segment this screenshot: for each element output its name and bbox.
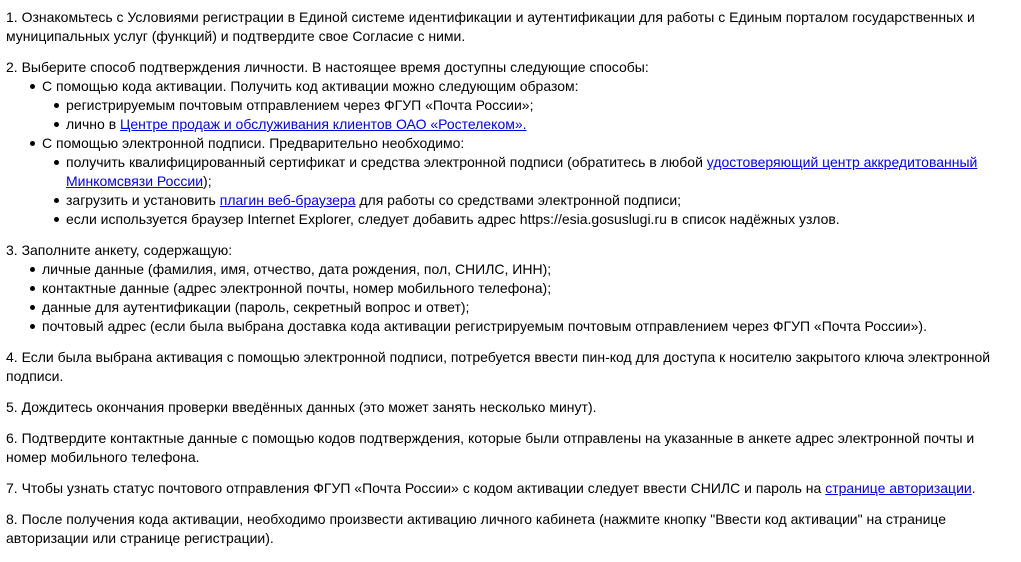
step-2-methods — [6, 77, 1011, 229]
cert-prefix: получить квалифицированный сертификат и средства электронной подписи (обратитесь в любой — [66, 154, 707, 170]
step-3-intro: 3. Заполните анкету, содержащую: — [6, 242, 233, 258]
authorization-page-link[interactable]: странице авторизации — [825, 480, 972, 496]
step-1: 1. Ознакомьтесь с Условиями регистрации в Единой системе идентификации и аутентификации для работы с Единым порталом государственных и муниципальных услуг (функций) и подтвердите свое Согласие с ними. — [6, 9, 975, 44]
step-8: 8. После получения кода активации, необходимо произвести активацию личного кабинета (нажмите кнопку "Ввести код активации" на странице авторизации или странице регистрации). — [6, 511, 947, 546]
plugin-suffix: для работы со средствами электронной подписи; — [355, 192, 682, 208]
step-2-intro: 2. Выберите способ подтверждения личности. В настоящее время доступны следующие способы: — [6, 59, 649, 75]
method-activation-code-label: С помощью кода активации. Получить код активации можно следующим образом: — [42, 78, 579, 94]
certification-center-link[interactable]: удостоверяющий центр аккредитованный Минкомсвязи России — [66, 154, 978, 189]
list-item: если используется браузер Internet Explorer, следует добавить адрес https://esia.gosuslugi.ru в список надёжных узлов. — [6, 210, 1011, 229]
step-7 — [6, 479, 1011, 498]
plugin-prefix: загрузить и установить — [66, 192, 220, 208]
personal-prefix: лично в — [66, 116, 121, 132]
list-item — [6, 191, 1011, 210]
list-item — [6, 153, 1011, 191]
list-item: личные данные (фамилия, имя, отчество, дата рождения, пол, СНИЛС, ИНН); — [6, 260, 1011, 279]
step-3-items — [6, 260, 1011, 336]
method-electronic-signature — [6, 134, 1011, 229]
step-6: 6. Подтвердите контактные данные с помощью кодов подтверждения, которые были отправлены на указанные в анкете адрес электронной почты и номер мобильного телефона. — [6, 430, 975, 465]
method-electronic-signature-label: С помощью электронной подписи. Предварительно необходимо: — [42, 135, 465, 151]
browser-plugin-link[interactable]: плагин веб-браузера — [219, 192, 356, 208]
activation-code-options — [42, 96, 1011, 134]
method-activation-code — [6, 77, 1011, 134]
list-item: контактные данные (адрес электронной почты, номер мобильного телефона); — [6, 279, 1011, 298]
step-7-suffix: . — [971, 480, 976, 496]
list-item — [6, 115, 1011, 134]
list-item: данные для аутентификации (пароль, секретный вопрос и ответ); — [6, 298, 1011, 317]
list-item: регистрируемым почтовым отправлением через ФГУП «Почта России»; — [6, 96, 1011, 115]
step-7-prefix: 7. Чтобы узнать статус почтового отправления ФГУП «Почта России» с кодом активации следует ввести СНИЛС и пароль на — [6, 480, 826, 496]
step-4: 4. Если была выбрана активация с помощью электронной подписи, потребуется ввести пин-код для доступа к носителю закрытого ключа электронной подписи. — [6, 349, 991, 384]
cert-suffix: ); — [203, 173, 212, 189]
rostelecom-centers-link[interactable]: Центре продаж и обслуживания клиентов ОАО «Ростелеком». — [120, 116, 527, 132]
list-item: почтовый адрес (если была выбрана доставка кода активации регистрируемым почтовым отправлением через ФГУП «Почта России»). — [6, 317, 1011, 336]
electronic-signature-requirements — [42, 153, 1011, 229]
step-5: 5. Дождитесь окончания проверки введённых данных (это может занять несколько минут). — [6, 399, 597, 415]
